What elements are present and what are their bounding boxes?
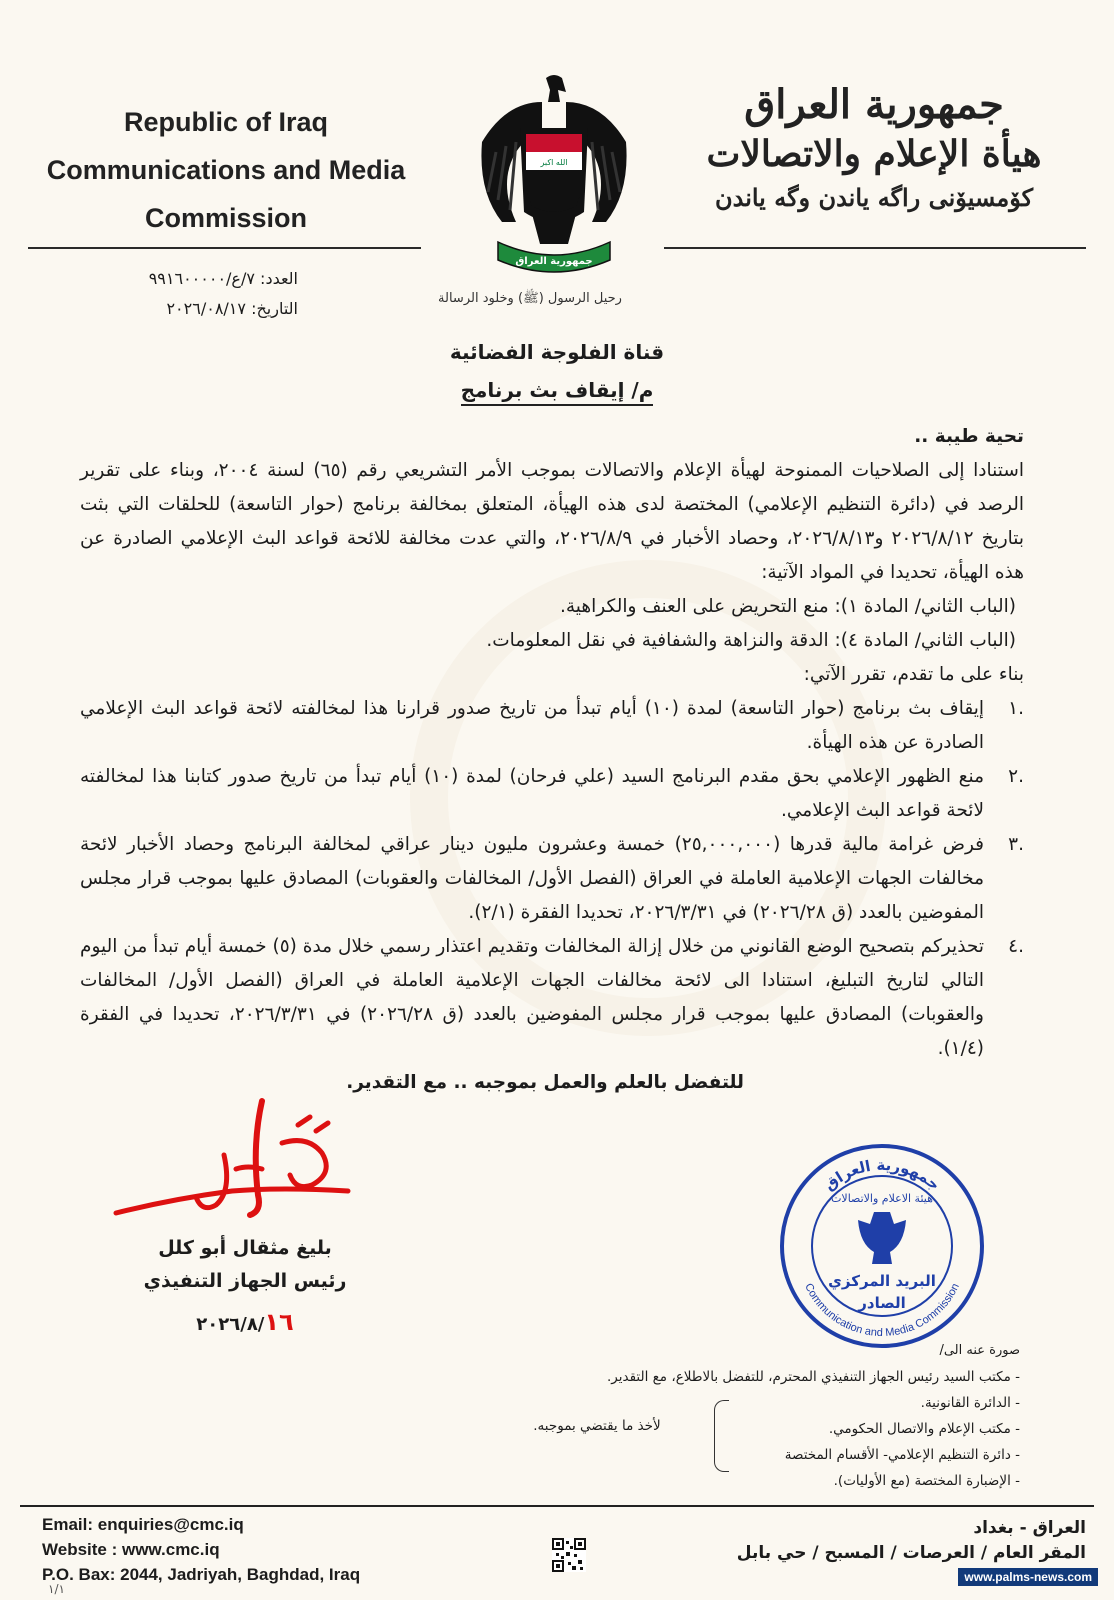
footer-ar-line2: المقر العام / العرصات / المسبح / حي بابل <box>736 1543 1086 1563</box>
signature-date-prefix: ٢٠٢٦/٨/ <box>196 1314 265 1335</box>
footer-email: Email: enquiries@cmc.iq <box>42 1515 244 1534</box>
signature-scrawl-icon <box>112 1095 362 1235</box>
qr-code-icon <box>552 1538 586 1572</box>
decision-intro: بناء على ما تقدم، تقرر الآتي: <box>803 664 1024 685</box>
decision-number: .٤ <box>1008 936 1024 957</box>
reference-date <box>88 294 298 324</box>
signatory-name: بليغ مثقال أبو كلل <box>158 1237 332 1259</box>
letterhead-english <box>20 98 432 242</box>
reference-date-value: ٢٠٢٦/٠٨/١٧ <box>166 299 246 318</box>
motto-text: رحيل الرسول (ﷺ) وخلود الرسالة <box>438 291 622 306</box>
signatory-block <box>120 1232 370 1298</box>
signatory-title: رئيس الجهاز التنفيذي <box>143 1270 347 1292</box>
copy-item: - مكتب الإعلام والاتصال الحكومي. <box>828 1421 1020 1437</box>
article-item: (الباب الثاني/ المادة ١): منع التحريض على العنف والكراهية. <box>560 596 1016 617</box>
source-site-badge: www.palms-news.com <box>958 1568 1098 1586</box>
grouping-brace <box>714 1400 729 1472</box>
subject-line <box>300 378 814 402</box>
reference-date-label: التاريخ: <box>251 299 298 318</box>
decision-item <box>80 828 1024 930</box>
reference-block <box>88 264 298 324</box>
stamp-center-line1: البريد المركزي <box>828 1272 936 1290</box>
letter-body <box>80 420 1024 1100</box>
footer-rule <box>20 1505 1094 1507</box>
emblem-flag-text: الله اكبر <box>540 158 568 167</box>
copies-list <box>520 1338 1020 1494</box>
intro-paragraph: استنادا إلى الصلاحيات الممنوحة لهيأة الإعلام والاتصالات بموجب الأمر التشريعي رقم (٦٥) لسنة ٢٠٠٤، وبناء على تقرير الرصد في (دائرة التنظيم الإعلامي) المختصة لدى هذه الهيأة، المتعلق بمخالفة برنامج (حوار التاسعة) للحلقات التي بثت بتاريخ ٢٠٢٦/٨/١٢ و٢٠٢٦/٨/١٣، وحصاد الأخبار في ٢٠٢٦/٨/٩، والتي عدت مخالفة للائحة قواعد البث الإعلامي الصادرة عن هذه الهيأة، تحديدا في المواد الآتية: <box>80 460 1025 583</box>
letterhead-en-line3: Commission <box>144 203 308 233</box>
footer-website: Website : www.cmc.iq <box>42 1540 220 1559</box>
signature-date <box>120 1308 370 1336</box>
article-item: (الباب الثاني/ المادة ٤): الدقة والنزاهة والشفافية في نقل المعلومات. <box>486 630 1016 651</box>
reference-number <box>88 264 298 294</box>
decision-text: منع الظهور الإعلامي بحق مقدم البرنامج السيد (علي فرحان) لمدة (١٠) أيام تبدأ من تاريخ صدور كتابنا هذا لمخالفته لائحة قواعد البث الإعلامي. <box>80 766 984 821</box>
letterhead-en-line1: Republic of Iraq <box>123 107 329 137</box>
decision-item <box>80 692 1024 760</box>
brace-note: لأخذ ما يقتضي بموجبه. <box>533 1418 661 1434</box>
letterhead-ar-line1: جمهورية العراق <box>744 81 1004 128</box>
eagle-emblem-icon <box>476 72 632 284</box>
stamp-bottom-text: Communication and Media Commission <box>802 1281 962 1340</box>
copy-item: - مكتب السيد رئيس الجهاز التنفيذي المحترم، للتفضل بالاطلاع، مع التقدير. <box>606 1369 1020 1385</box>
decision-text: فرض غرامة مالية قدرها (٢٥,٠٠٠,٠٠٠) خمسة وعشرون مليون دينار عراقي لمخالفة البرنامج وحصاد الأخبار لائحة مخالفات الجهات الإعلامية العاملة في العراق (الفصل الأول/ المخالفات والعقوبات) المصادق عليها بموجب قرار مجلس المفوضين بالعدد (ق ٢٠٢٦/٢٨) في ٢٠٢٦/٣/٣١، تحديدا الفقرة (٢/١). <box>80 834 984 923</box>
header-rule-right <box>664 247 1086 249</box>
header-rule-left <box>28 247 421 249</box>
stamp-center-line2: الصادر <box>858 1294 906 1312</box>
greeting: تحية طيبة .. <box>914 426 1024 447</box>
reference-number-label: العدد: <box>260 269 298 288</box>
decision-number: .٣ <box>1008 834 1024 855</box>
copy-item: - الإضبارة المختصة (مع الأوليات). <box>833 1473 1020 1489</box>
letterhead-ar-line2: هيأة الإعلام والاتصالات <box>706 133 1042 175</box>
footer-contact-en <box>42 1512 360 1587</box>
footer-address-ar <box>737 1516 1086 1566</box>
stamp-top-text: جمهورية العراق <box>820 1155 944 1195</box>
reference-number-value: ٧/ع/٩٩١٦٠٠٠٠٠ <box>148 269 255 288</box>
copy-item: - الدائرة القانونية. <box>920 1395 1020 1411</box>
official-stamp-icon <box>776 1140 988 1352</box>
closing-line: للتفضل بالعلم والعمل بموجبه .. مع التقدير. <box>346 1072 744 1093</box>
decision-item <box>80 930 1024 1066</box>
letterhead-arabic <box>664 80 1084 216</box>
page-number: ١/١ <box>48 1582 65 1596</box>
decision-text: إيقاف بث برنامج (حوار التاسعة) لمدة (١٠) أيام تبدأ من تاريخ صدور قرارنا هذا لمخالفته لائحة قواعد البث الإعلامي الصادرة عن هذه الهيأة. <box>80 698 984 753</box>
decision-number: .٢ <box>1008 766 1024 787</box>
copies-label: صورة عنه الى/ <box>939 1343 1020 1358</box>
signature-date-day: ١٦ <box>264 1308 294 1336</box>
letterhead-ar-line3: كۆمسیۆنی راگه یاندن وگه یاندن <box>714 183 1034 212</box>
decision-item <box>80 760 1024 828</box>
addressee: قناة الفلوجة الفضائية <box>449 340 665 364</box>
emblem-banner-text: جمهورية العراق <box>515 256 593 267</box>
letterhead-en-line2: Communications and Media <box>46 155 406 185</box>
footer-ar-line1: العراق - بغداد <box>973 1518 1086 1538</box>
decision-text: تحذيركم بتصحيح الوضع القانوني من خلال إزالة المخالفات وتقديم اعتذار رسمي خلال مدة (٥) خمسة أيام تبدأ من اليوم التالي لتاريخ التبليغ، استنادا الى لائحة مخالفات الجهات الإعلامية العاملة في العراق (الفصل الأول/ المخالفات والعقوبات) المصادق عليها بموجب قرار مجلس المفوضين بالعدد (ق ٢٠٢٦/٢٨) في ٢٠٢٦/٣/٣١، تحديدا في الفقرة (١/٤). <box>80 936 984 1059</box>
subject-text: م/ إيقاف بث برنامج <box>461 378 654 406</box>
decision-number: .١ <box>1008 698 1024 719</box>
stamp-sub-text: هيئة الاعلام والاتصالات <box>831 1192 933 1205</box>
copy-item: - دائرة التنظيم الإعلامي- الأقسام المختصة <box>784 1447 1020 1463</box>
footer-po-box: P.O. Bax: 2044, Jadriyah, Baghdad, Iraq <box>42 1565 361 1584</box>
